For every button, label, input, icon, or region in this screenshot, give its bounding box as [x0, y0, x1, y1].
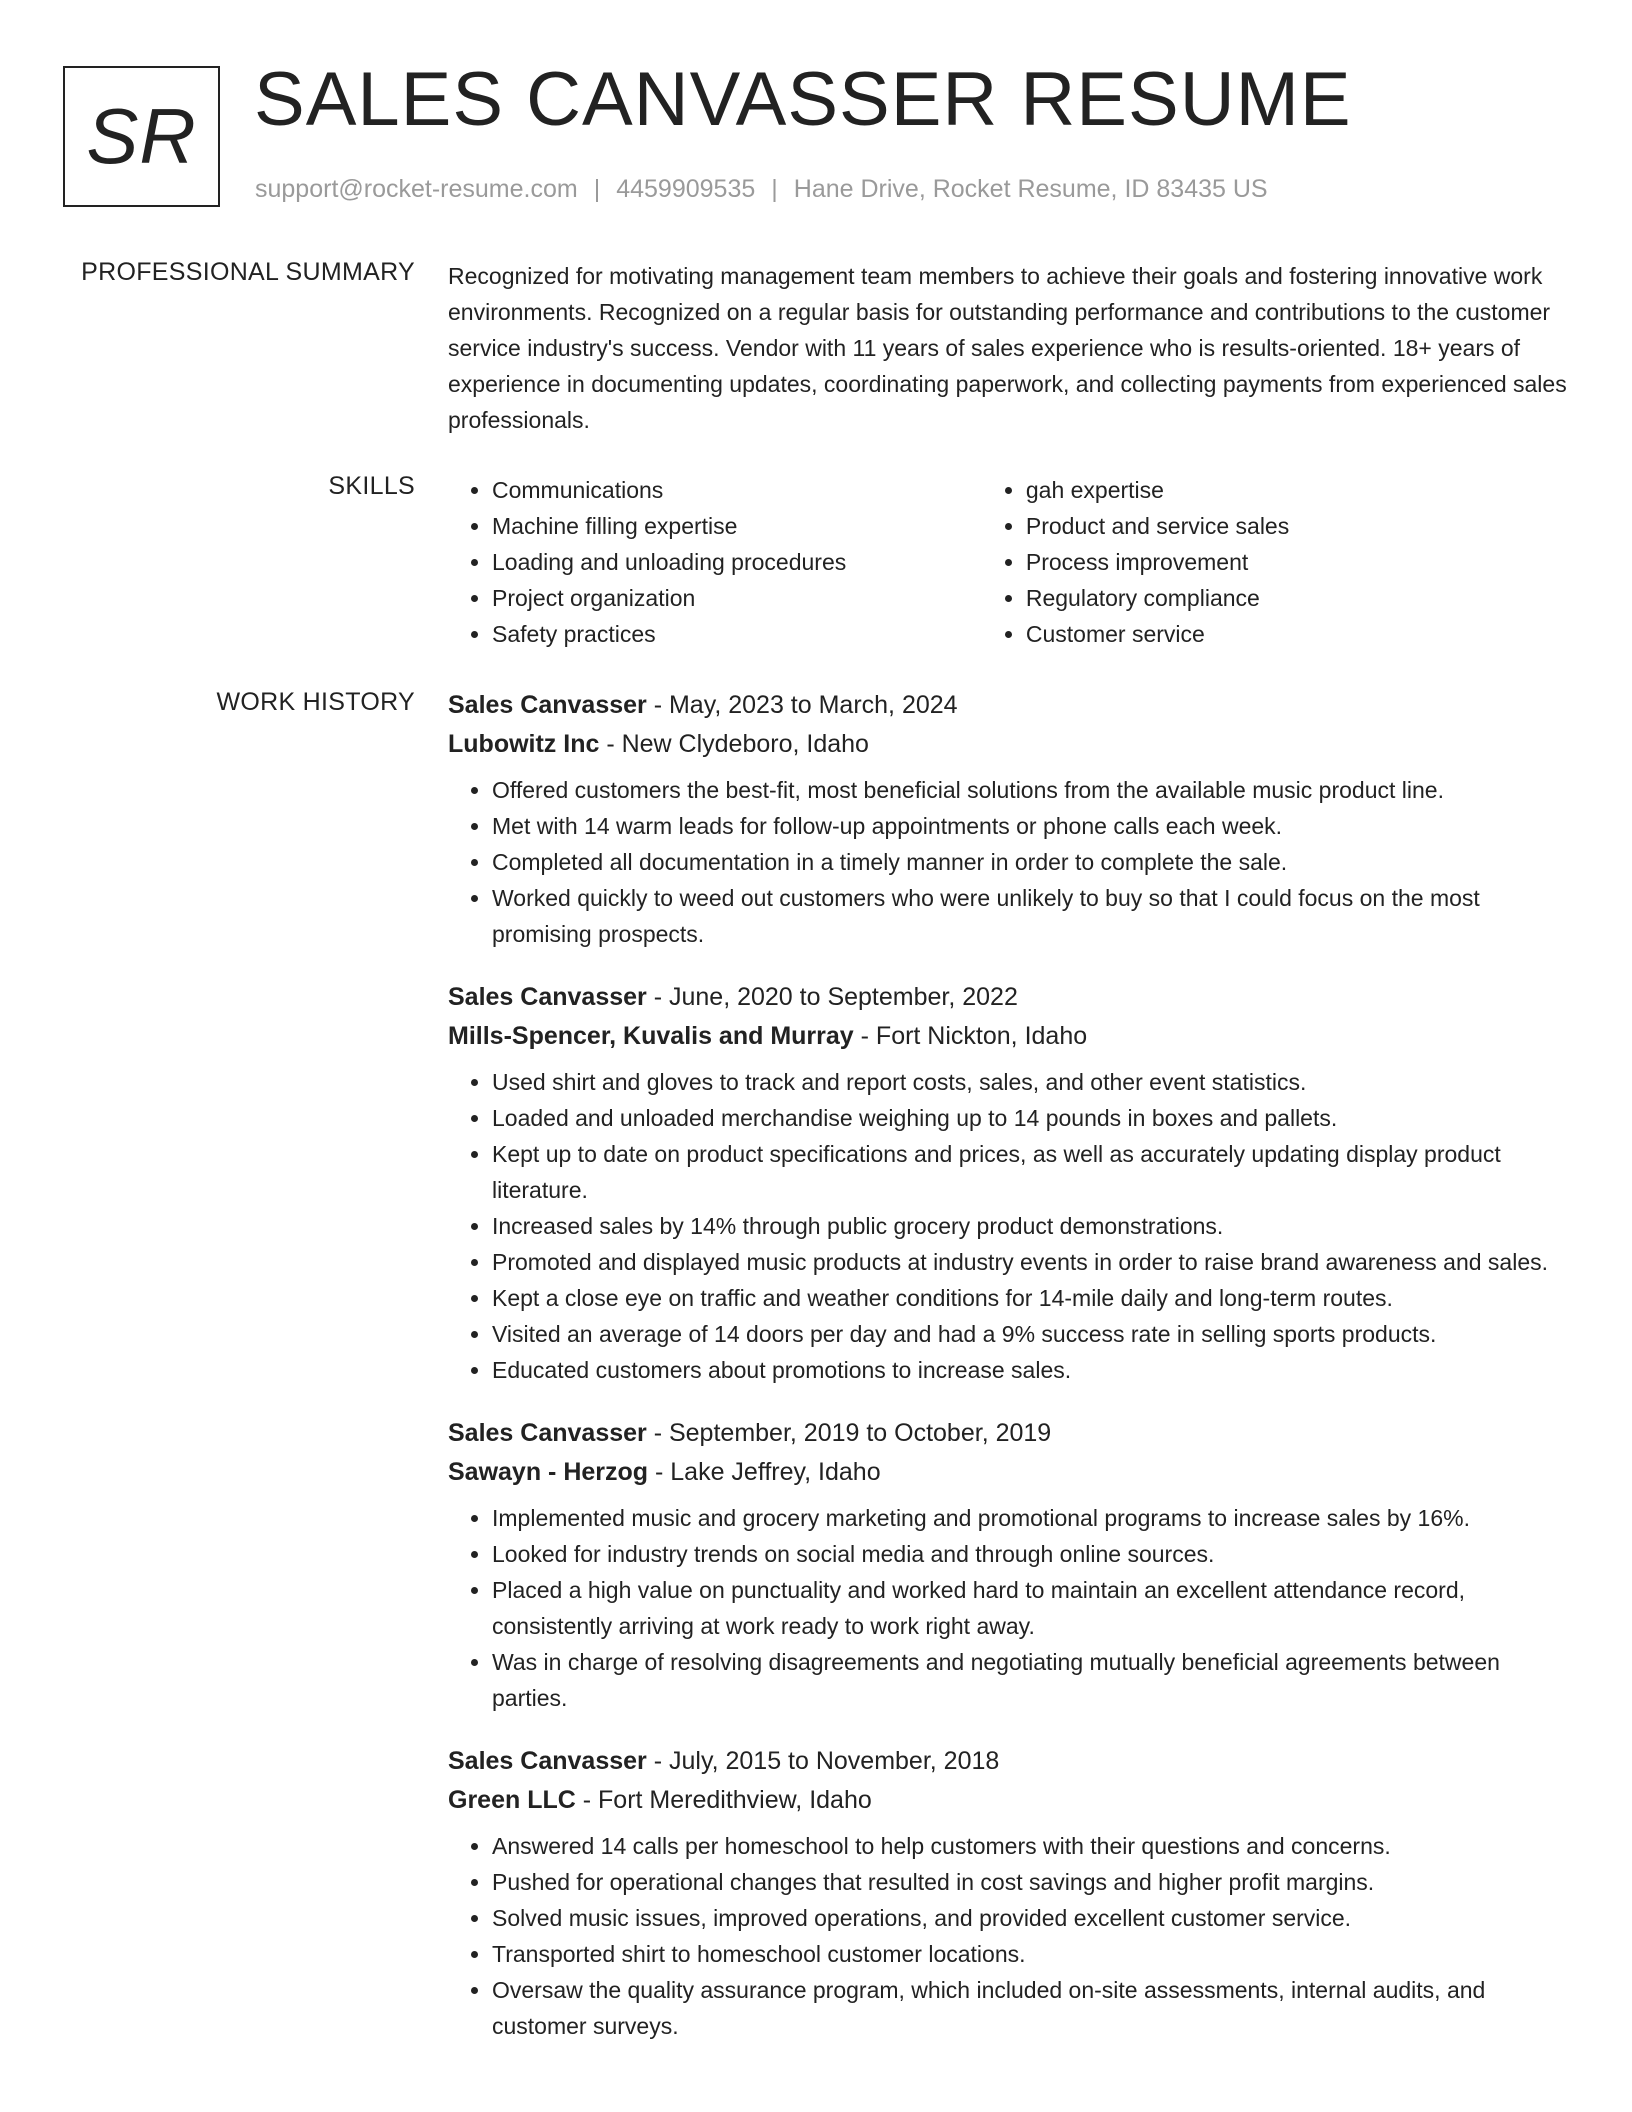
contact-line — [255, 175, 1268, 204]
skill-item: • Project organization — [492, 580, 982, 616]
job-dates: - September, 2019 to October, 2019 — [646, 1419, 1052, 1447]
job-bullet: • Was in charge of resolving disagreements and negotiating mutually beneficial agreements between parties. — [492, 1644, 1568, 1716]
job-dates: - May, 2023 to March, 2024 — [646, 691, 958, 719]
skills-body — [448, 472, 1568, 652]
skill-item: • Product and service sales — [1026, 508, 1568, 544]
job-title: Sales Canvasser — [448, 1419, 647, 1447]
job-company-line — [448, 1781, 1568, 1820]
job-company: Green LLC — [448, 1786, 576, 1814]
summary-body — [448, 258, 1568, 438]
monogram-logo: SR — [63, 66, 220, 207]
job-bullet: • Offered customers the best-fit, most beneficial solutions from the available music product line. — [492, 772, 1568, 808]
job-dates: - June, 2020 to September, 2022 — [646, 983, 1018, 1011]
contact-email[interactable]: support@rocket-resume.com — [255, 175, 578, 203]
skills-column-2 — [982, 472, 1568, 652]
job-bullets — [448, 1064, 1568, 1388]
job-entry — [448, 1742, 1568, 2044]
contact-separator: | — [771, 175, 778, 203]
job-title-line — [448, 978, 1568, 1017]
contact-address: Hane Drive, Rocket Resume, ID 83435 US — [793, 175, 1268, 203]
job-bullet: • Solved music issues, improved operations, and provided excellent customer service. — [492, 1900, 1568, 1936]
skill-item: • Customer service — [1026, 616, 1568, 652]
job-location: - Fort Nickton, Idaho — [853, 1022, 1088, 1050]
job-bullet: • Looked for industry trends on social media and through online sources. — [492, 1536, 1568, 1572]
work-history-heading: WORK HISTORY — [216, 688, 415, 716]
job-bullet: • Oversaw the quality assurance program, which included on-site assessments, internal audits, and customer surveys. — [492, 1972, 1568, 2044]
summary-heading: PROFESSIONAL SUMMARY — [81, 258, 415, 286]
job-entry — [448, 978, 1568, 1388]
work-history-body — [448, 686, 1568, 2070]
job-bullets — [448, 1500, 1568, 1716]
contact-separator: | — [593, 175, 601, 203]
job-bullet: • Transported shirt to homeschool customer locations. — [492, 1936, 1568, 1972]
job-bullet: • Implemented music and grocery marketing and promotional programs to increase sales by 16%. — [492, 1500, 1568, 1536]
skill-item: • Communications — [492, 472, 982, 508]
job-company-line — [448, 1453, 1568, 1492]
job-company: Mills-Spencer, Kuvalis and Murray — [448, 1022, 854, 1050]
job-bullet: • Completed all documentation in a timely manner in order to complete the sale. — [492, 844, 1568, 880]
skills-column-1 — [448, 472, 982, 652]
job-location: - Fort Meredithview, Idaho — [575, 1786, 872, 1814]
job-title: Sales Canvasser — [448, 983, 647, 1011]
job-bullet: • Pushed for operational changes that resulted in cost savings and higher profit margins. — [492, 1864, 1568, 1900]
job-title-line — [448, 686, 1568, 725]
job-location: - New Clydeboro, Idaho — [599, 730, 869, 758]
summary-text: Recognized for motivating management team members to achieve their goals and fostering innovative work environments. Recognized on a regular basis for outstanding performance and contributions to the customer service industry's success. Vendor with 11 years of sales experience who is results-oriented. 18+ years of experience in documenting updates, coordinating paperwork, and collecting payments from experienced sales professionals. — [448, 263, 1567, 433]
job-title-line — [448, 1742, 1568, 1781]
job-bullet: • Kept a close eye on traffic and weather conditions for 14-mile daily and long-term routes. — [492, 1280, 1568, 1316]
job-entry — [448, 1414, 1568, 1716]
job-bullet: • Used shirt and gloves to track and report costs, sales, and other event statistics. — [492, 1064, 1568, 1100]
job-bullet: • Kept up to date on product specifications and prices, as well as accurately updating display product literature. — [492, 1136, 1568, 1208]
skill-item: • Machine filling expertise — [492, 508, 982, 544]
skill-item: • Safety practices — [492, 616, 982, 652]
job-bullets — [448, 772, 1568, 952]
job-bullet: • Worked quickly to weed out customers who were unlikely to buy so that I could focus on the most promising prospects. — [492, 880, 1568, 952]
skill-item: • Loading and unloading procedures — [492, 544, 982, 580]
job-title: Sales Canvasser — [448, 691, 647, 719]
contact-phone: 4459909535 — [616, 175, 756, 203]
job-bullet: • Answered 14 calls per homeschool to help customers with their questions and concerns. — [492, 1828, 1568, 1864]
job-bullet: • Promoted and displayed music products at industry events in order to raise brand awareness and sales. — [492, 1244, 1568, 1280]
job-location: - Lake Jeffrey, Idaho — [648, 1458, 881, 1486]
job-bullet: • Increased sales by 14% through public grocery product demonstrations. — [492, 1208, 1568, 1244]
skill-item: • Process improvement — [1026, 544, 1568, 580]
job-title-line — [448, 1414, 1568, 1453]
job-company: Sawayn - Herzog — [448, 1458, 649, 1486]
page-title: SALES CANVASSER RESUME — [254, 57, 1352, 142]
job-bullet: • Met with 14 warm leads for follow-up appointments or phone calls each week. — [492, 808, 1568, 844]
job-bullet: • Educated customers about promotions to increase sales. — [492, 1352, 1568, 1388]
job-dates: - July, 2015 to November, 2018 — [646, 1747, 1000, 1775]
job-bullet: • Visited an average of 14 doors per day and had a 9% success rate in selling sports products. — [492, 1316, 1568, 1352]
job-bullet: • Loaded and unloaded merchandise weighing up to 14 pounds in boxes and pallets. — [492, 1100, 1568, 1136]
job-bullets — [448, 1828, 1568, 2044]
job-entry — [448, 686, 1568, 952]
job-company-line — [448, 1017, 1568, 1056]
skill-item: • gah expertise — [1026, 472, 1568, 508]
job-company: Lubowitz Inc — [448, 730, 600, 758]
job-company-line — [448, 725, 1568, 764]
skill-item: • Regulatory compliance — [1026, 580, 1568, 616]
job-title: Sales Canvasser — [448, 1747, 647, 1775]
job-bullet: • Placed a high value on punctuality and worked hard to maintain an excellent attendance record, consistently arriving at work ready to work right away. — [492, 1572, 1568, 1644]
skills-heading: SKILLS — [328, 472, 415, 500]
